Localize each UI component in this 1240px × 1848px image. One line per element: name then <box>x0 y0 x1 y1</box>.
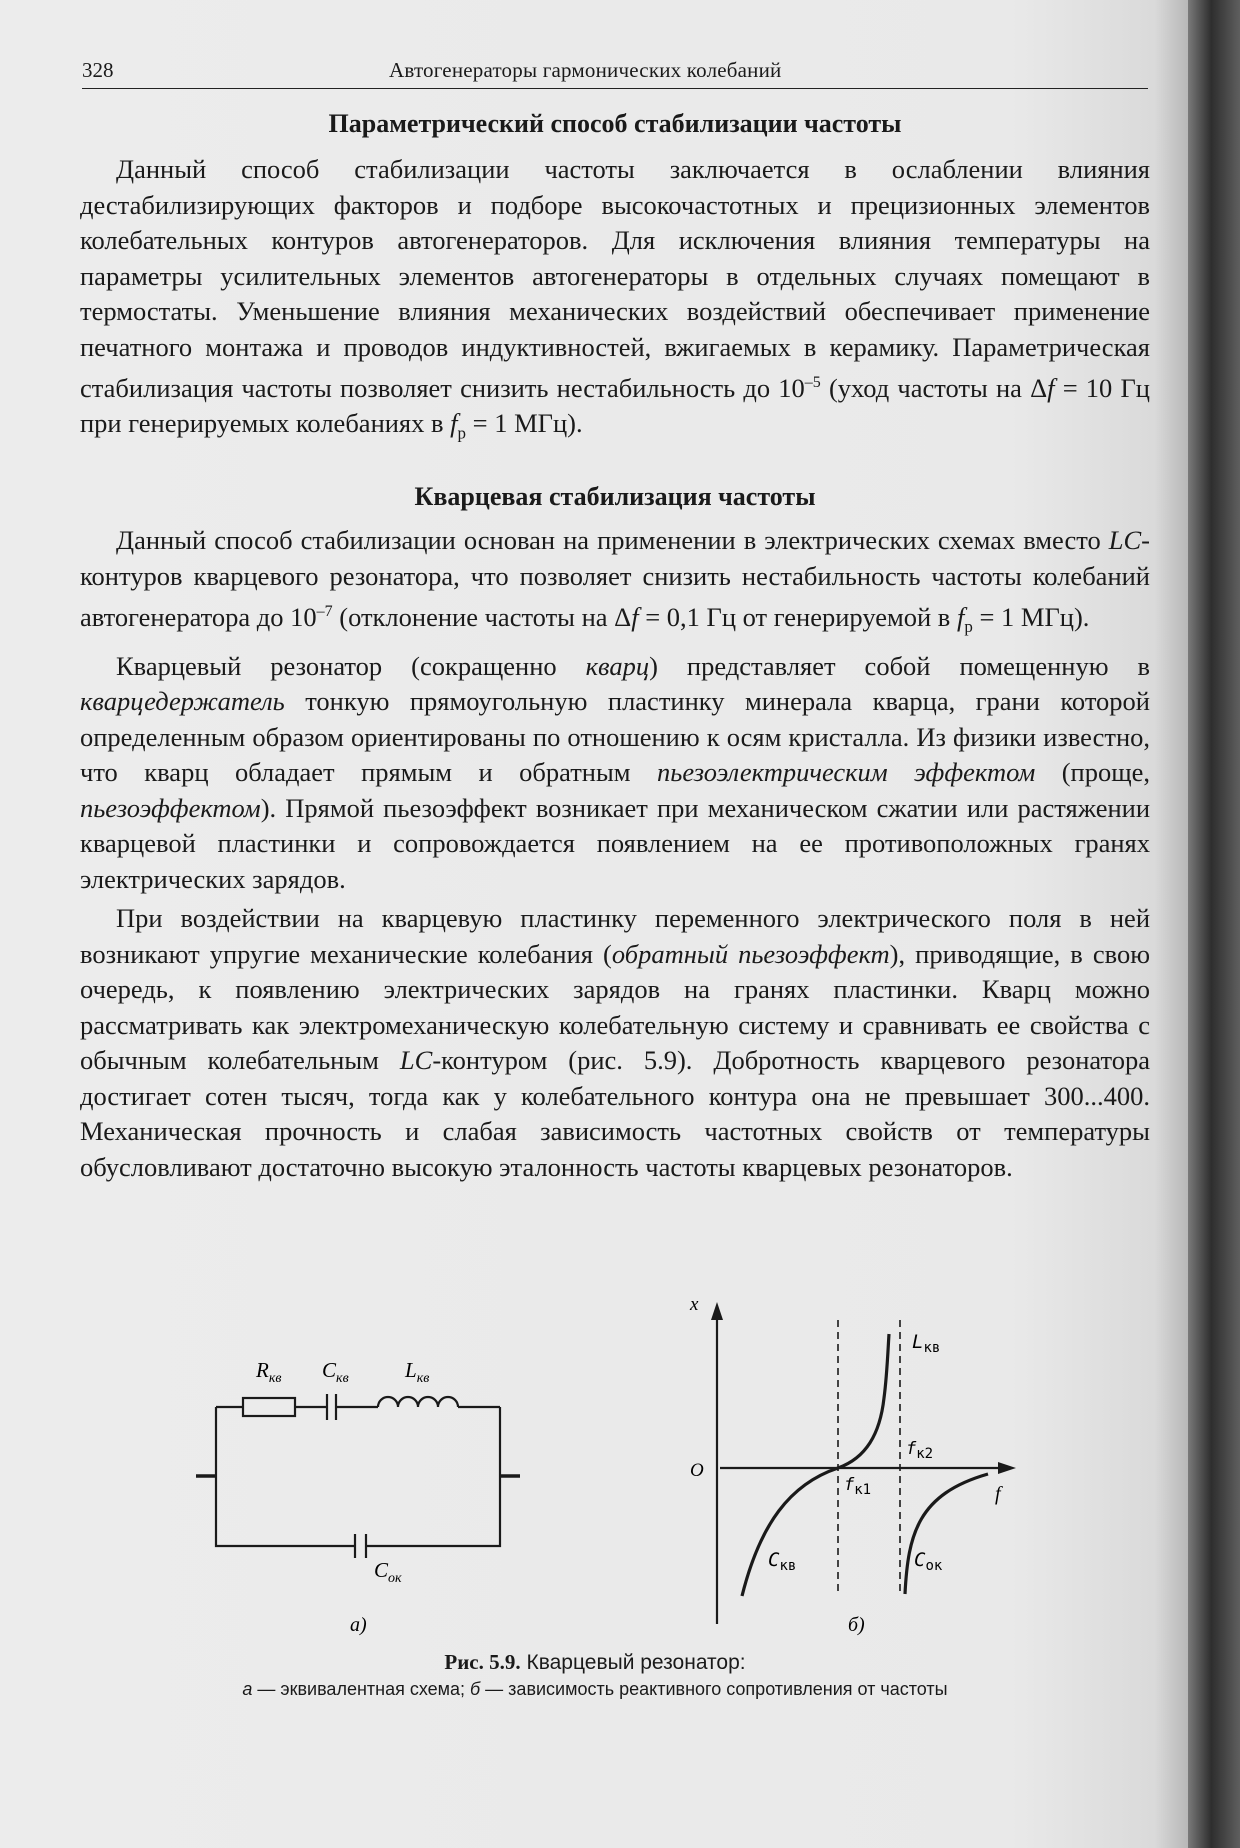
capacitor-kv-symbol <box>327 1394 336 1420</box>
figure-caption <box>0 1650 1190 1700</box>
paragraph-quartz-intro: Данный способ стабилизации основан на применении в электрических схемах вместо LC-контуров кварцевого резонатора, что позволяет снизить нестабильность частоты колебаний автогенератора до $10^{-7}$ (отклонение частоты на Δf = 0,1 Гц от генерируемой в $f_р = 1$ МГц). <box>80 525 1150 637</box>
sublabel-b: б) <box>848 1614 865 1636</box>
capacitor-ok-symbol <box>355 1534 366 1558</box>
figure-drawing <box>0 1294 1190 1654</box>
inductor-symbol <box>378 1397 458 1407</box>
label-curve-c-kv: $C_{кв}$ <box>768 1549 797 1574</box>
label-fk1: $f_{к1}$ <box>844 1475 872 1498</box>
running-title: Автогенераторы гармонических колебаний <box>389 58 782 82</box>
x-axis-arrow <box>998 1462 1016 1474</box>
paragraph-quartz-resonator: Кварцевый резонатор (сокращенно кварц) представляет собой помещенную в кварцедержатель тонкую прямоугольную пластинку минерала кварца, грани которой определенным образом ориентированы по отношению к осям кристалла. Из физики известно, что кварц обладает прямым и обратным пьезоэлектрическим эффектом (проще, пьезоэффектом). Прямой пьезоэффект возникает при механическом сжатии или растяжении кварцевой пластинки и сопровождается появлением на ее противоположных гранях электрических зарядов. <box>80 650 1150 894</box>
sublabel-a: а) <box>350 1614 367 1636</box>
resistor-symbol <box>243 1398 295 1416</box>
reactance-graph <box>711 1302 1016 1624</box>
caption-title: Рис. 5.9. Кварцевый резонатор: <box>444 1650 746 1674</box>
label-fk2: $f_{к2}$ <box>906 1439 934 1462</box>
label-y-axis: x <box>690 1294 699 1315</box>
page-number: 328 <box>82 58 114 82</box>
circuit-wire-right <box>366 1407 500 1546</box>
running-head <box>82 58 1148 89</box>
curve-main <box>742 1334 889 1596</box>
y-axis-arrow <box>711 1302 723 1320</box>
label-c-kv: $C_{кв}$ <box>322 1358 349 1386</box>
label-curve-l-kv: $L_{кв}$ <box>912 1331 941 1356</box>
equivalent-circuit <box>196 1394 520 1558</box>
text-body <box>80 104 1150 1185</box>
caption-legend: а — эквивалентная схема; б — зависимость реактивного сопротивления от частоты <box>242 1679 948 1699</box>
label-r-kv: $R_{кв}$ <box>256 1358 282 1386</box>
book-spine-shadow <box>1188 0 1240 1848</box>
label-c-ok: $C_{ок}$ <box>374 1558 402 1586</box>
label-x-axis: f <box>995 1483 1001 1505</box>
section-heading-parametric: Параметрический способ стабилизации частоты <box>328 109 902 138</box>
circuit-wire-left <box>216 1407 355 1546</box>
label-origin: O <box>690 1460 704 1481</box>
section-heading-quartz: Кварцевая стабилизация частоты <box>414 482 816 512</box>
label-curve-c-ok: $C_{ок}$ <box>914 1549 943 1574</box>
curve-c-ok <box>905 1474 988 1594</box>
paragraph-quartz-piezo: При воздействии на кварцевую пластинку переменного электрического поля в ней возникают упругие механические колебания (обратный пьезоэффект), приводящие, в свою очередь, к появлению электрических зарядов на гранях пластинки. Кварц можно рассматривать как электромеханическую колебательную систему и сравнивать ее свойства с обычным колебательным LC-контуром (рис. 5.9). Добротность кварцевого резонатора достигает сотен тысяч, тогда как у колебательного контура она не превышает 300...400. Механическая прочность и слабая зависимость частотных свойств от температуры обусловливают достаточно высокую эталонность частоты кварцевых резонаторов. <box>80 903 1150 1182</box>
label-l-kv: $L_{кв}$ <box>405 1358 430 1386</box>
paragraph-parametric: Данный способ стабилизации частоты заключается в ослаблении влияния дестабилизирующих факторов и подборе высокочастотных и прецизионных элементов колебательных контуров автогенераторов. Для исключения влияния температуры на параметры усилительных элементов автогенераторы в отдельных случаях помещают в термостаты. Уменьшение влияния механических воздействий обеспечивает применение печатного монтажа и проводов индуктивностей, вжигаемых в керамику. Параметрическая стабилизация частоты позволяет снизить нестабильность до $10^{-5}$ (уход частоты на Δf = 10 Гц при генерируемых колебаниях в $f_р = 1$ МГц). <box>80 154 1150 443</box>
